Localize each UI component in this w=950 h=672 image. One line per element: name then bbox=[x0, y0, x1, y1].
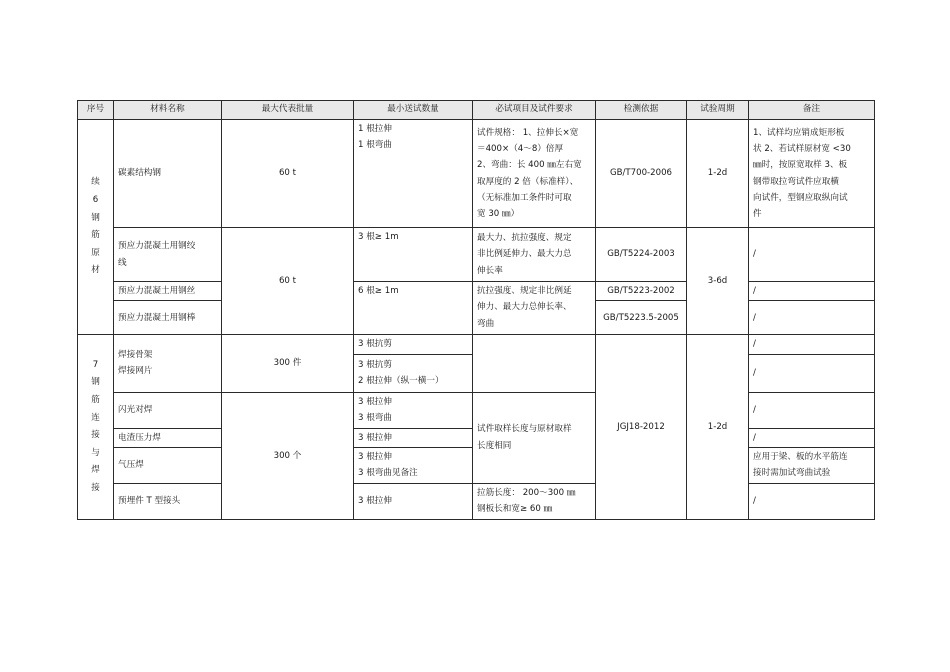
note-cell: / bbox=[749, 282, 875, 301]
table-row bbox=[78, 120, 875, 228]
material-name: 预应力混凝土用钢丝 bbox=[114, 282, 222, 301]
req-cell: 试件取样长度与原材取样 长度相同 bbox=[473, 392, 596, 483]
header-row bbox=[78, 101, 875, 120]
standard-cell: GB/T5223-2002 bbox=[596, 282, 687, 301]
material-name: 电渣压力焊 bbox=[114, 428, 222, 447]
col-header-requirements: 必试项目及试件要求 bbox=[473, 101, 596, 120]
seq-cell-group1: 续 6 钢 筋 原 材 bbox=[78, 120, 114, 335]
table-row bbox=[78, 228, 875, 282]
material-name: 碳素结构钢 bbox=[114, 120, 222, 228]
col-header-material: 材料名称 bbox=[114, 101, 222, 120]
qty-cell: 3 根抗剪 2 根拉伸（纵一横一） bbox=[354, 354, 473, 392]
note-cell: 应用于梁、板的水平筋连 接时需加试弯曲试验 bbox=[749, 447, 875, 483]
table-row bbox=[78, 335, 875, 354]
note-cell: / bbox=[749, 392, 875, 428]
batch-cell: 300 件 bbox=[222, 335, 354, 392]
qty-cell: 6 根≥ 1m bbox=[354, 282, 473, 335]
note-cell: / bbox=[749, 428, 875, 447]
material-name: 预应力混凝土用钢绞 线 bbox=[114, 228, 222, 282]
batch-cell: 60 t bbox=[222, 120, 354, 228]
note-cell: / bbox=[749, 335, 875, 354]
qty-cell: 3 根拉伸 3 根弯曲见备注 bbox=[354, 447, 473, 483]
col-header-seq: 序号 bbox=[78, 101, 114, 120]
note-cell: 1、试样均应销成矩形板 状 2、若试样原材宽 <30 ㎜时，按原宽取样 3、板 钢带取拉弯试件应取横 向试件，型钢应取纵向试 件 bbox=[749, 120, 875, 228]
qty-cell: 3 根拉伸 3 根弯曲 bbox=[354, 392, 473, 428]
period-cell: 1-2d bbox=[687, 335, 749, 520]
table-row bbox=[78, 282, 875, 301]
note-cell: / bbox=[749, 228, 875, 282]
note-cell: / bbox=[749, 301, 875, 335]
material-name: 闪光对焊 bbox=[114, 392, 222, 428]
qty-cell: 3 根拉伸 bbox=[354, 428, 473, 447]
standard-cell: GB/T5224-2003 bbox=[596, 228, 687, 282]
req-cell: 最大力、抗拉强度、规定 非比例延伸力、最大力总 伸长率 bbox=[473, 228, 596, 282]
col-header-period: 试验周期 bbox=[687, 101, 749, 120]
req-cell-empty bbox=[473, 335, 596, 392]
material-name: 焊接骨架 焊接网片 bbox=[114, 335, 222, 392]
seq-cell-group2: 7 钢 筋 连 接 与 焊 接 bbox=[78, 335, 114, 520]
col-header-min-qty: 最小送试数量 bbox=[354, 101, 473, 120]
material-name: 预埋件 T 型接头 bbox=[114, 483, 222, 519]
standard-cell: JGJ18-2012 bbox=[596, 335, 687, 520]
qty-cell: 1 根拉伸 1 根弯曲 bbox=[354, 120, 473, 228]
materials-table bbox=[77, 100, 875, 520]
col-header-notes: 备注 bbox=[749, 101, 875, 120]
table-row bbox=[78, 392, 875, 428]
material-name: 气压焊 bbox=[114, 447, 222, 483]
batch-cell: 60 t bbox=[222, 228, 354, 335]
batch-cell: 300 个 bbox=[222, 392, 354, 519]
qty-cell: 3 根拉伸 bbox=[354, 483, 473, 519]
col-header-standard: 检测依据 bbox=[596, 101, 687, 120]
material-name: 预应力混凝土用钢棒 bbox=[114, 301, 222, 335]
standard-cell: GB/T5223.5-2005 bbox=[596, 301, 687, 335]
standard-cell: GB/T700-2006 bbox=[596, 120, 687, 228]
req-cell: 拉筋长度： 200～300 ㎜ 钢板长和宽≥ 60 ㎜ bbox=[473, 483, 596, 519]
col-header-batch: 最大代表批量 bbox=[222, 101, 354, 120]
req-cell: 抗拉强度、规定非比例延 伸力、最大力总伸长率、 弯曲 bbox=[473, 282, 596, 335]
qty-cell: 3 根抗剪 bbox=[354, 335, 473, 354]
note-cell: / bbox=[749, 483, 875, 519]
qty-cell: 3 根≥ 1m bbox=[354, 228, 473, 282]
req-cell: 试件规格： 1、拉伸长×宽 ＝400×（4～8）倍厚 2、弯曲：长 400 ㎜左右宽 取厚度的 2 倍（标准样）、 （无标准加工条件时可取 宽 30 ㎜） bbox=[473, 120, 596, 228]
period-cell: 3-6d bbox=[687, 228, 749, 335]
note-cell: / bbox=[749, 354, 875, 392]
table-row bbox=[78, 483, 875, 519]
period-cell: 1-2d bbox=[687, 120, 749, 228]
